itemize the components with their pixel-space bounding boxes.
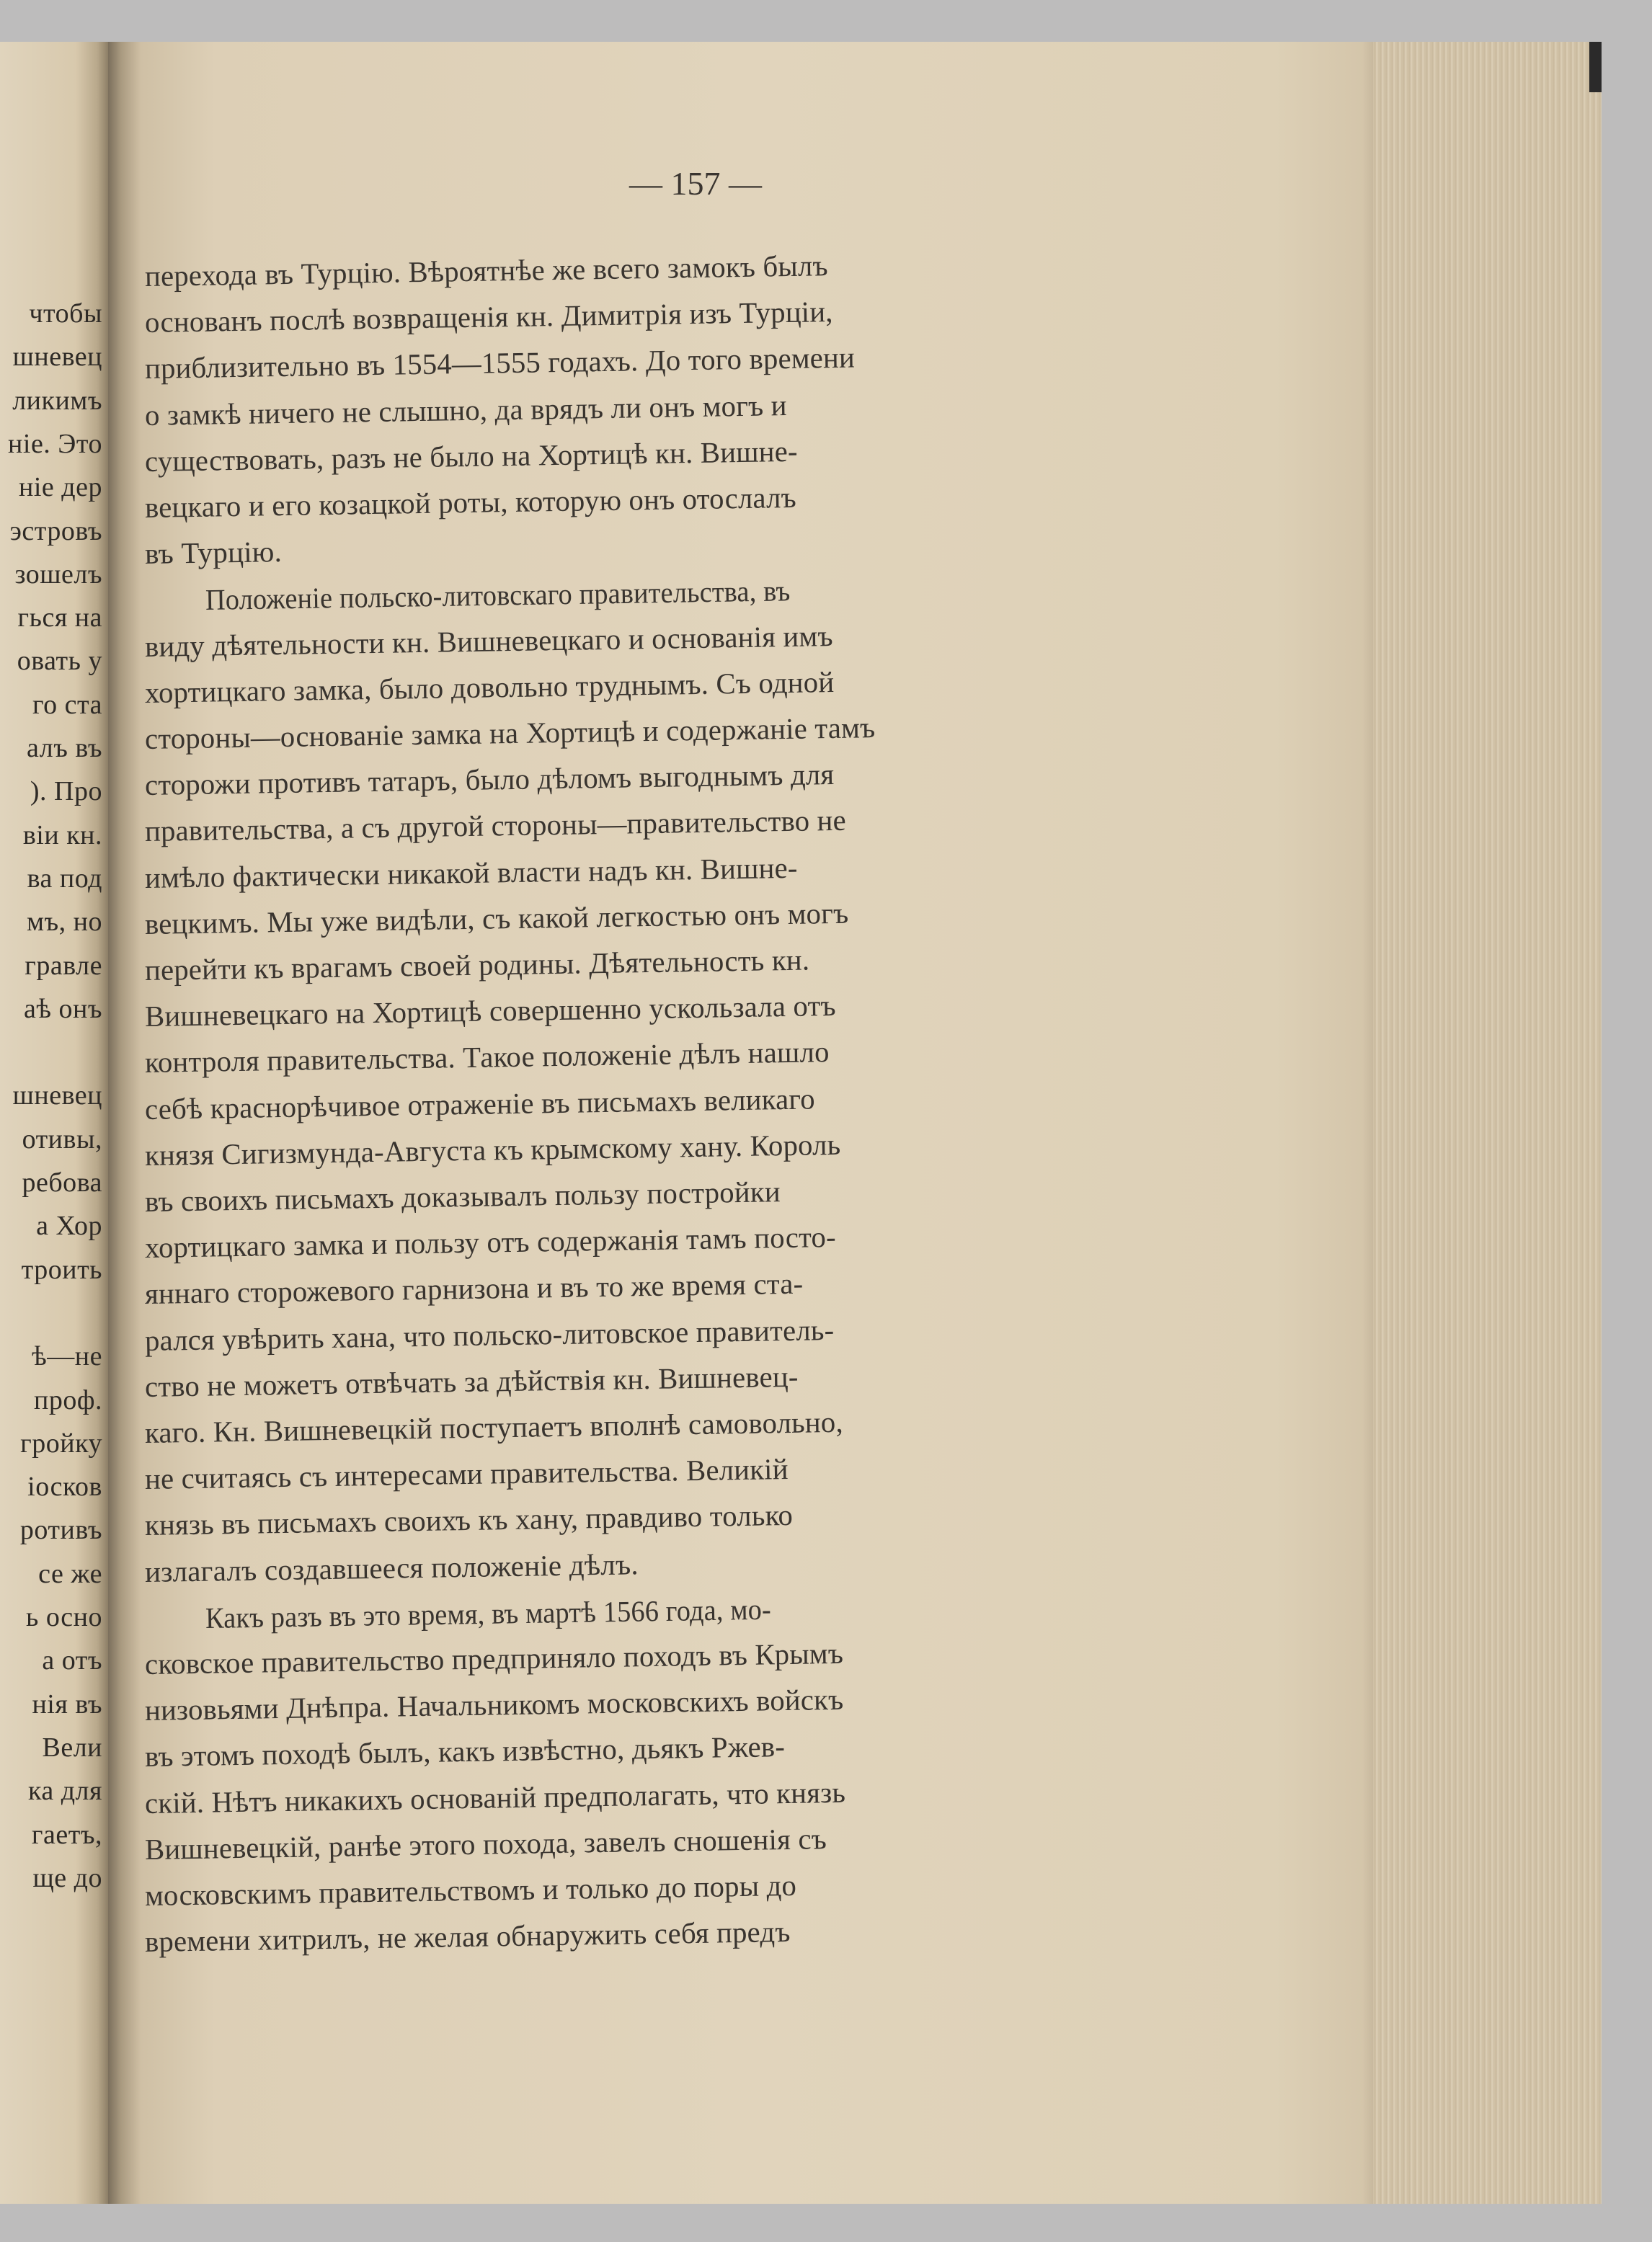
left-page-line: проф. xyxy=(34,1384,102,1415)
left-page-line: нія въ xyxy=(32,1689,102,1720)
text-line: низовьями Днѣпра. Начальникомъ московскихъ войскъ xyxy=(144,1682,844,1727)
left-page-line: алъ въ xyxy=(27,733,102,763)
text-line: о замкѣ ничего не слышно, да врядъ ли онъ могъ и xyxy=(144,388,787,432)
left-page-line: гравле xyxy=(25,950,102,981)
text-line: себѣ краснорѣчивое отраженіе въ письмахъ великаго xyxy=(144,1081,816,1126)
text-line: Вишневецкаго на Хортицѣ совершенно ускользала отъ xyxy=(144,989,837,1033)
left-page-line: ). Про xyxy=(30,776,102,807)
left-page-line: Вели xyxy=(42,1732,102,1763)
left-page-line: эстровъ xyxy=(9,515,102,546)
left-page-line: іосков xyxy=(27,1472,102,1503)
page-edges-stack xyxy=(1373,42,1602,2204)
left-page-line: ребова xyxy=(22,1167,102,1198)
book-gutter xyxy=(108,42,141,2204)
text-line: скій. Нѣтъ никакихъ основаній предполагать, что князь xyxy=(144,1775,846,1820)
left-page-line: аѣ онъ xyxy=(24,993,102,1024)
text-line: контроля правительства. Такое положеніе дѣлъ нашло xyxy=(144,1035,830,1080)
left-page-line: гься на xyxy=(17,602,102,633)
text-line: московскимъ правительствомъ и только до поры до xyxy=(144,1868,797,1912)
left-page-line: а Хор xyxy=(36,1211,102,1242)
left-page-line: мъ, но xyxy=(26,907,102,938)
text-line: князь въ письмахъ своихъ къ хану, правдиво только xyxy=(144,1498,794,1542)
left-page-line: а отъ xyxy=(42,1645,102,1676)
text-line: въ своихъ письмахъ доказывалъ пользу постройки xyxy=(144,1175,781,1218)
left-page-line: ва под xyxy=(27,863,102,894)
left-page-line: шневец xyxy=(12,1080,102,1111)
left-page-line: троить xyxy=(21,1254,102,1285)
left-facing-page xyxy=(0,42,108,2204)
text-line: въ этомъ походѣ былъ, какъ извѣстно, дьякъ Ржев- xyxy=(144,1730,786,1774)
text-line: хортицкаго замка, было довольно труднымъ. Съ одной xyxy=(144,664,835,709)
text-line: правительства, а съ другой стороны—правительство не xyxy=(144,804,847,848)
left-page-line: ніе дер xyxy=(19,472,102,503)
left-page-line: ка для xyxy=(27,1776,102,1807)
left-page-line: отивы, xyxy=(22,1124,102,1155)
text-line: времени хитрилъ, не желая обнаружить себя предъ xyxy=(144,1915,791,1959)
text-line: излагалъ создавшееся положеніе дѣлъ. xyxy=(144,1547,639,1588)
text-line: не считаясь съ интересами правительства. Великій xyxy=(144,1452,789,1496)
page-number: — 157 — xyxy=(629,165,762,202)
left-page-line: ніе. Это xyxy=(8,428,102,459)
left-page-line: се же xyxy=(38,1558,102,1589)
text-line: сторожи противъ татаръ, было дѣломъ выгоднымъ для xyxy=(144,757,835,802)
left-page-line: гаетъ, xyxy=(31,1819,102,1850)
text-line: существовать, разъ не было на Хортицѣ кн. Вишне- xyxy=(144,434,799,478)
text-line: князя Сигизмунда-Августа къ крымскому хану. Король xyxy=(144,1127,841,1172)
left-page-line: шневец xyxy=(12,342,102,373)
text-line: основанъ послѣ возвращенія кн. Димитрія изъ Турціи, xyxy=(144,295,833,339)
text-line: стороны—основаніе замка на Хортицѣ и содержаніе тамъ xyxy=(144,711,876,755)
text-line: приблизительно въ 1554—1555 годахъ. До того времени xyxy=(144,340,856,386)
text-line: сковское правительство предприняло походъ въ Крымъ xyxy=(144,1636,844,1681)
text-line: перейти къ врагамъ своей родины. Дѣятельность кн. xyxy=(144,943,810,987)
left-page-line: го ста xyxy=(32,689,102,720)
text-line: перехода въ Турцію. Вѣроятнѣе же всего замокъ былъ xyxy=(144,249,829,293)
text-line: ство не можетъ отвѣчать за дѣйствія кн. Вишневец- xyxy=(144,1359,799,1403)
left-page-line: ще до xyxy=(32,1862,102,1893)
text-line: виду дѣятельности кн. Вишневецкаго и основанія имъ xyxy=(144,618,834,663)
text-line: вецкаго и его козацкой роты, которую онъ отослалъ xyxy=(144,480,797,524)
left-page-line: ротивъ xyxy=(19,1515,102,1546)
text-line: Вишневецкій, ранѣе этого похода, завелъ сношенія съ xyxy=(144,1821,827,1866)
left-page-line: зошелъ xyxy=(14,559,102,590)
left-page-line: ѣ—не xyxy=(32,1341,102,1372)
text-line: вецкимъ. Мы уже видѣли, съ какой легкостью онъ могъ xyxy=(144,896,849,940)
left-page-line: ь осно xyxy=(26,1602,102,1632)
page-body-text xyxy=(141,42,1373,2204)
text-line: хортицкаго замка и пользу отъ содержанія тамъ посто- xyxy=(144,1220,837,1265)
left-page-line: гройку xyxy=(20,1428,102,1459)
left-page-line: чтобы xyxy=(29,298,102,329)
text-line: яннаго сторожевого гарнизона и въ то же время ста- xyxy=(144,1267,804,1311)
text-line: рался увѣрить хана, что польско-литовское правитель- xyxy=(144,1312,835,1357)
scan-corner-mark xyxy=(1589,42,1602,92)
main-page xyxy=(141,42,1373,2204)
text-line: въ Турцію. xyxy=(144,535,283,571)
text-line: имѣло фактически никакой власти надъ кн. Вишне- xyxy=(144,850,798,894)
left-page-line: віи кн. xyxy=(22,819,102,850)
scanned-book-spread xyxy=(0,42,1602,2204)
text-line: Какъ разъ въ это время, въ мартѣ 1566 года, мо- xyxy=(205,1592,772,1634)
text-line: каго. Кн. Вишневецкій поступаетъ вполнѣ самовольно, xyxy=(144,1405,844,1449)
text-line: Положеніе польско-литовскаго правительства, въ xyxy=(205,574,791,617)
left-page-line: овать у xyxy=(17,646,102,677)
left-page-line: ликимъ xyxy=(12,385,102,416)
